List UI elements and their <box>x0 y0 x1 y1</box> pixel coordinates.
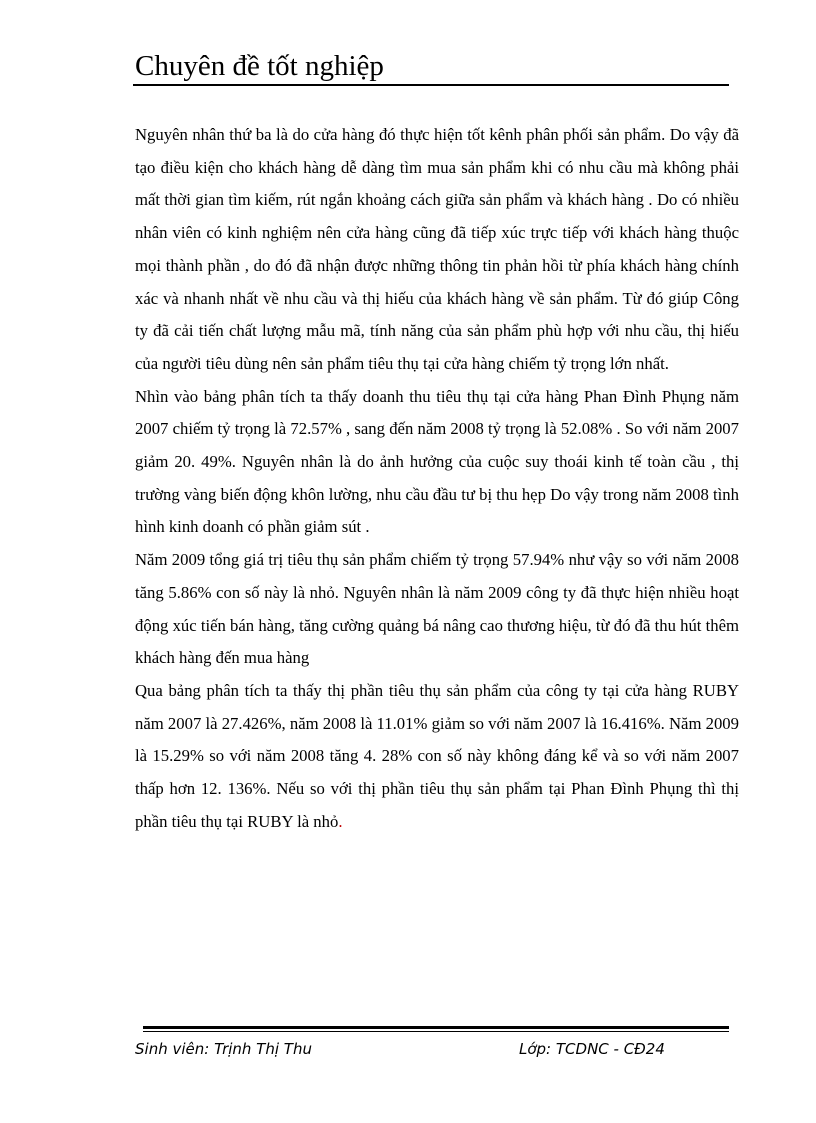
paragraph-ruby-text: Qua bảng phân tích ta thấy thị phần tiêu thụ sản phẩm của công ty tại cửa hàng RUBY năm 2007 là 27.426%, năm 2008 là 11.01% giảm so với năm 2007 là 16.416%. Năm 2009 là 15.29% so với năm 2008 tăng 4. 28% con số này không đáng kể và so với năm 2007 thấp hơn 12. 136%. Nếu so với thị phần tiêu thụ sản phẩm tại Phan Đình Phụng thì thị phần tiêu thụ tại RUBY là nhỏ <box>135 680 739 831</box>
paragraph-2009: Năm 2009 tổng giá trị tiêu thụ sản phẩm chiếm tỷ trọng 57.94% như vậy so với năm 2008 tăng 5.86% con số này là nhỏ. Nguyên nhân là năm 2009 công ty đã thực hiện nhiều hoạt động xúc tiến bán hàng, tăng cường quảng bá nâng cao thương hiệu, từ đó đã thu hút thêm khách hàng đến mua hàng <box>135 550 739 668</box>
header-divider <box>133 84 729 86</box>
final-period-mark: . <box>338 811 343 831</box>
footer-divider-thick <box>143 1026 729 1029</box>
paragraph-ruby <box>135 675 739 839</box>
paragraph-phan-dinh-phung: Nhìn vào bảng phân tích ta thấy doanh thu tiêu thụ tại cửa hàng Phan Đình Phụng năm 2007 chiếm tỷ trọng là 72.57% , sang đến năm 2008 tỷ trọng là 52.08% . So với năm 2007 giảm 20. 49%. Nguyên nhân là do ảnh hưởng của cuộc suy thoái kinh tế toàn cầu , thị trường vàng biến động khôn lường, nhu cầu đầu tư bị thu hẹp Do vậy trong năm 2008 tình hình kinh doanh có phần giảm sút . <box>135 386 739 537</box>
footer-student-name: Sinh viên: Trịnh Thị Thu <box>135 1040 312 1058</box>
footer-divider-thin <box>143 1031 729 1032</box>
footer-class-name: Lớp: TCDNC - CĐ24 <box>519 1040 665 1058</box>
document-body <box>135 119 739 838</box>
paragraph-distribution: Nguyên nhân thứ ba là do cửa hàng đó thực hiện tốt kênh phân phối sản phẩm. Do vậy đã tạo điều kiện cho khách hàng dễ dàng tìm mua sản phẩm khi có nhu cầu mà không phải mất thời gian tìm kiếm, rút ngắn khoảng cách giữa sản phẩm và khách hàng . Do có nhiều nhân viên có kinh nghiệm nên cửa hàng cũng đã tiếp xúc trực tiếp với khách hàng thuộc mọi thành phần , do đó đã nhận được những thông tin phản hồi từ phía khách hàng chính xác và nhanh nhất về nhu cầu và thị hiếu của khách hàng về sản phẩm. Từ đó giúp Công ty đã cải tiến chất lượng mẫu mã, tính năng của sản phẩm phù hợp với nhu cầu, thị hiếu của người tiêu dùng nên sản phẩm tiêu thụ tại cửa hàng chiếm tỷ trọng lớn nhất. <box>135 125 739 373</box>
page-header-title: Chuyên đề tốt nghiệp <box>135 50 384 82</box>
